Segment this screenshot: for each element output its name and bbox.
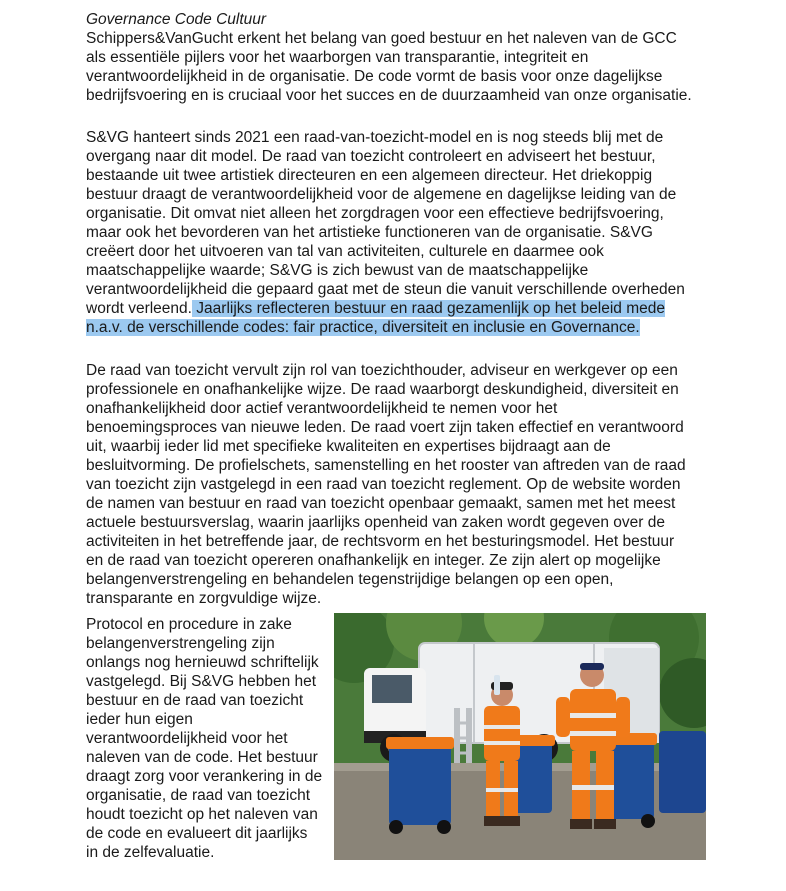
highlighted-selection: Jaarlijks reflecteren bestuur en raad gezamenlijk op het beleid mede n.a.v. de verschillende codes: fair practice, diversiteit en inclusie en Governance. [86,300,665,336]
photo-garbage-workers [334,613,706,860]
paragraph-supervisory-text: S&VG hanteert sinds 2021 een raad-van-toezicht-model en is nog steeds blij met de overgang naar dit model. De raad van toezicht controleert en adviseert het bestuur, bestaande uit twee artistiek directeuren en een algemeen directeur. Het driekoppig bestuur draagt de verantwoordelijkheid voor de algemene en dagelijkse leiding van de organisatie. Dit omvat niet alleen het zorgdragen voor een effectieve bedrijfsvoering, maar ook het bevorderen van het artistieke functioneren van de organisatie. S&VG creëert door het uitvoeren van tal van activiteiten, culturele en daarmee ook maatschappelijke waarde; S&VG is zich bewust van de maatschappelijke verantwoordelijkheid die gepaard gaat met de steun die vanuit verschillende overheden wordt verleend. [86,129,685,317]
paragraph-supervisory-role: De raad van toezicht vervult zijn rol van toezichthouder, adviseur en werkgever op een professionele en onafhankelijke wijze. De raad waarborgt deskundigheid, diversiteit en onafhankelijkheid door actief verantwoordelijkheid te nemen voor het benoemingsproces van nieuwe leden. De raad voert zijn taken effectief en verantwoord uit, waarbij ieder lid met specifieke kwaliteiten en expertises bijdraagt aan de besluitvorming. De profielschets, samenstelling en het rooster van aftreden van de raad van toezicht zijn vastgelegd in een raad van toezicht reglement. Op de website worden de namen van bestuur en raad van toezicht openbaar gemaakt, samen met het meest actuele bestuursverslag, waarin jaarlijks openheid van zaken wordt gegeven over de activiteiten in het betreffende jaar, de rechtsvorm en het besturingsmodel. Het bestuur en de raad van toezicht opereren onafhankelijk en integer. Ze zijn alert op mogelijke belangenverstrengeling en behandelen tegenstrijdige belangen op een open, transparante en zorgvuldige wijze. [86,362,686,607]
paragraph-protocol: Protocol en procedure in zake belangenverstrengeling zijn onlangs nog hernieuwd schriftelijk vastgelegd. Bij S&VG hebben het bestuur en de raad van toezicht ieder hun eigen verantwoordelijkheid voor het naleven van de code. Het bestuur draagt zorg voor verankering in de organisatie, de raad van toezicht houdt toezicht op het naleven van de code en evalueert dit jaarlijks in de zelfevaluatie. [86,616,323,861]
paragraph-supervisory-model [86,128,706,337]
document-heading: Governance Code Cultuur [86,11,267,28]
paragraph-intro: Schippers&VanGucht erkent het belang van goed bestuur en het naleven van de GCC als essentiële pijlers voor het waarborgen van transparantie, integriteit en verantwoordelijkheid in de organisatie. De code vormt de basis voor onze dagelijkse bedrijfsvoering en is cruciaal voor het succes en de duurzaamheid van onze organisatie. [86,30,692,104]
